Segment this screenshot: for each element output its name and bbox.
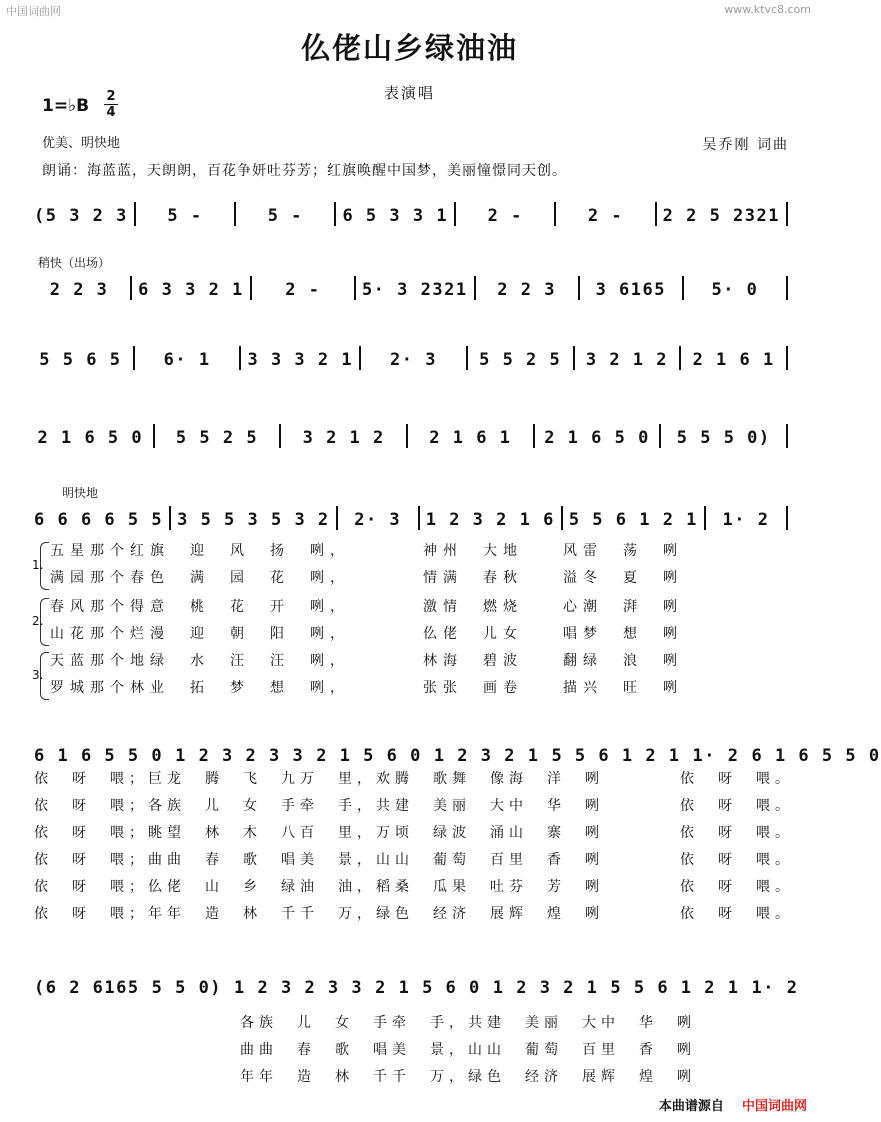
- composer-credit: 吴乔刚 词曲: [702, 137, 789, 153]
- bar-line: [130, 276, 132, 300]
- footer-source: 本曲谱源自: [658, 1099, 724, 1114]
- bar-line: [406, 424, 408, 448]
- verse-3-lyrics: [50, 648, 683, 702]
- bar-line: [554, 202, 556, 226]
- brace: [40, 598, 49, 646]
- music-line: [34, 736, 881, 766]
- music-line: [34, 500, 794, 530]
- verse-line: 山花那个烂漫 迎 朝 阳 咧， 仫佬 儿女 唱梦 想 咧: [50, 626, 683, 642]
- bar-line: [466, 346, 468, 370]
- measure: 1 2 3 2 1: [492, 978, 599, 998]
- measure: 2 1 6 1: [692, 350, 775, 370]
- bar-line: [234, 202, 236, 226]
- measure: 5· 0: [711, 280, 759, 300]
- bar-line: [250, 276, 252, 300]
- watermark-left: 中国词曲网: [6, 5, 61, 18]
- measure: 2 1 6 5 0: [37, 428, 144, 448]
- bar-line: [279, 424, 281, 448]
- bar-line: [659, 424, 661, 448]
- time-bottom: 4: [104, 104, 118, 120]
- system-label: 稍快（出场）: [38, 256, 111, 270]
- system-label: 明快地: [62, 486, 99, 500]
- measure: 5 5 6 1 2 1: [551, 746, 681, 766]
- measure: 6 5 3 3 1: [342, 206, 449, 226]
- measure: 5 5 5 0): [676, 428, 771, 448]
- measure: 1· 2: [722, 510, 770, 530]
- verse-1-lyrics: [50, 538, 683, 592]
- refrain-lyrics: [34, 766, 794, 928]
- verse-line: 天蓝那个地绿 水 汪 汪 咧， 林海 碧波 翻绿 浪 咧: [50, 653, 683, 669]
- bar-line: [354, 276, 356, 300]
- measure: 2· 3: [354, 510, 402, 530]
- verse-1-number: 1.: [32, 558, 44, 572]
- measure: 2 2 3: [497, 280, 556, 300]
- refrain-line: 依 呀 喂；眺望 林 木 八百 里，万顷 绿波 涌山 寨 咧 依 呀 喂。: [34, 825, 794, 841]
- bar-line: [573, 346, 575, 370]
- measure: 2 2 3: [49, 280, 109, 300]
- measure: 2 -: [285, 280, 321, 300]
- measure: (6 2 6165: [34, 978, 140, 998]
- tempo-marking: 优美、明快地: [42, 136, 121, 151]
- measure: 3 2 1 2: [302, 428, 385, 448]
- measure: 1 2 3 2 1 6: [425, 510, 555, 530]
- bar-line: [786, 424, 788, 448]
- bar-line: [153, 424, 155, 448]
- bar-line: [134, 202, 136, 226]
- refrain-line: 依 呀 喂；年年 造 林 千千 万，绿色 经济 展辉 煌 咧 依 呀 喂。: [34, 906, 794, 922]
- music-line: [34, 418, 794, 448]
- verse-2-lyrics: [50, 594, 683, 648]
- measure: 2 -: [587, 206, 624, 226]
- measure: 5 5 2 5: [175, 428, 259, 448]
- footer: [659, 1095, 807, 1114]
- measure: 1 2 3 2 3 3: [175, 746, 305, 766]
- bar-line: [169, 506, 171, 530]
- time-signature: [104, 89, 118, 120]
- refrain-line: 依 呀 喂；仫佬 山 乡 绿油 油，稻桑 瓜果 吐芬 芳 咧 依 呀 喂。: [34, 879, 794, 895]
- coda-line: 各族 儿 女 手牵 手，共建 美丽 大中 华 咧: [240, 1015, 696, 1031]
- measure: 1 2 3 2 1: [433, 746, 540, 766]
- bar-line: [786, 202, 788, 226]
- measure: 6· 1: [163, 350, 211, 370]
- verse-line: 满园那个春色 满 园 花 咧， 情满 春秋 溢冬 夏 咧: [50, 570, 683, 586]
- measure: 5 -: [167, 206, 203, 226]
- measure: 1 2 3 2 3 3: [234, 978, 364, 998]
- bar-line: [786, 506, 788, 530]
- music-line: [34, 968, 799, 998]
- bar-line: [336, 506, 338, 530]
- measure: 3 6165: [595, 280, 666, 300]
- bar-line: [239, 346, 241, 370]
- bar-line: [655, 202, 657, 226]
- measure: 1· 2: [751, 978, 799, 998]
- measure: 6 1 6 5 5 0: [34, 746, 164, 766]
- measure: 5 5 6 1 2 1: [610, 978, 740, 998]
- measure: 2 1 5 6 0: [375, 978, 481, 998]
- measure: 5 5 2 5: [479, 350, 562, 370]
- refrain-line: 依 呀 喂；各族 儿 女 手牵 手，共建 美丽 大中 华 咧 依 呀 喂。: [34, 798, 794, 814]
- coda-lyrics: [240, 1010, 696, 1091]
- measure: 3 3 3 2 1: [247, 350, 354, 370]
- bar-line: [359, 346, 361, 370]
- brace: [40, 652, 49, 700]
- measure: 1· 2: [692, 746, 740, 766]
- verse-line: 罗城那个林业 拓 梦 想 咧， 张张 画卷 描兴 旺 咧: [50, 680, 683, 696]
- verse-3-number: 3.: [32, 668, 44, 682]
- measure: 3 5 5 3 5 3 2: [177, 510, 330, 530]
- verse-2-number: 2.: [32, 614, 44, 628]
- bar-line: [561, 506, 563, 530]
- measure: 5· 3 2321: [361, 280, 468, 300]
- measure: (5 3 2 3: [34, 206, 128, 226]
- refrain-line: 依 呀 喂；巨龙 腾 飞 九万 里，欢腾 歌舞 像海 洋 咧 依 呀 喂。: [34, 771, 794, 787]
- brace: [40, 542, 49, 590]
- watermark-right: www.ktvc8.com: [724, 3, 811, 16]
- bar-line: [682, 276, 684, 300]
- bar-line: [454, 202, 456, 226]
- verse-line: 五星那个红旗 迎 风 扬 咧， 神州 大地 风雷 荡 咧: [50, 543, 683, 559]
- key-signature: 1=♭B: [42, 96, 90, 116]
- bar-line: [334, 202, 336, 226]
- bar-line: [679, 346, 681, 370]
- song-subtitle: 表演唱: [383, 84, 435, 102]
- bar-line: [533, 424, 535, 448]
- measure: 5 5 0): [151, 978, 223, 998]
- measure: 2 2 5 2321: [662, 206, 780, 226]
- bar-line: [418, 506, 420, 530]
- bar-line: [704, 506, 706, 530]
- song-title: 仫佬山乡绿油油: [300, 31, 518, 65]
- measure: 2 1 6 5 0: [544, 428, 650, 448]
- bar-line: [786, 276, 788, 300]
- measure: 5 5 6 5: [39, 350, 122, 370]
- measure: 6 1 6 5 5 0: [751, 746, 881, 766]
- coda-line: 曲曲 春 歌 唱美 景，山山 葡萄 百里 香 咧: [240, 1042, 696, 1058]
- measure: 2 1 6 1: [429, 428, 512, 448]
- measure: 2· 3: [389, 350, 437, 370]
- measure: 6 6 6 6 5 5: [34, 510, 164, 530]
- measure: 3 2 1 2: [585, 350, 668, 370]
- verse-line: 春风那个得意 桃 花 开 咧， 激情 燃烧 心潮 湃 咧: [50, 599, 683, 615]
- measure: 5 -: [267, 206, 303, 226]
- bar-line: [474, 276, 476, 300]
- footer-site-link[interactable]: 中国词曲网: [741, 1099, 807, 1114]
- time-top: 2: [106, 89, 116, 104]
- measure: 5 5 6 1 2 1: [568, 510, 698, 530]
- music-line: [34, 270, 794, 300]
- music-line: [34, 196, 794, 226]
- recitation-text: 朗诵：海蓝蓝，天朗朗，百花争妍吐芬芳；红旗唤醒中国梦，美丽憧憬同天创。: [42, 163, 567, 179]
- coda-line: 年年 造 林 千千 万，绿色 经济 展辉 煌 咧: [240, 1069, 696, 1085]
- bar-line: [578, 276, 580, 300]
- measure: 6 3 3 2 1: [138, 280, 244, 300]
- music-line: [34, 340, 794, 370]
- bar-line: [786, 346, 788, 370]
- measure: 2 -: [487, 206, 523, 226]
- measure: 2 1 5 6 0: [316, 746, 422, 766]
- bar-line: [133, 346, 135, 370]
- refrain-line: 依 呀 喂；曲曲 春 歌 唱美 景，山山 葡萄 百里 香 咧 依 呀 喂。: [34, 852, 794, 868]
